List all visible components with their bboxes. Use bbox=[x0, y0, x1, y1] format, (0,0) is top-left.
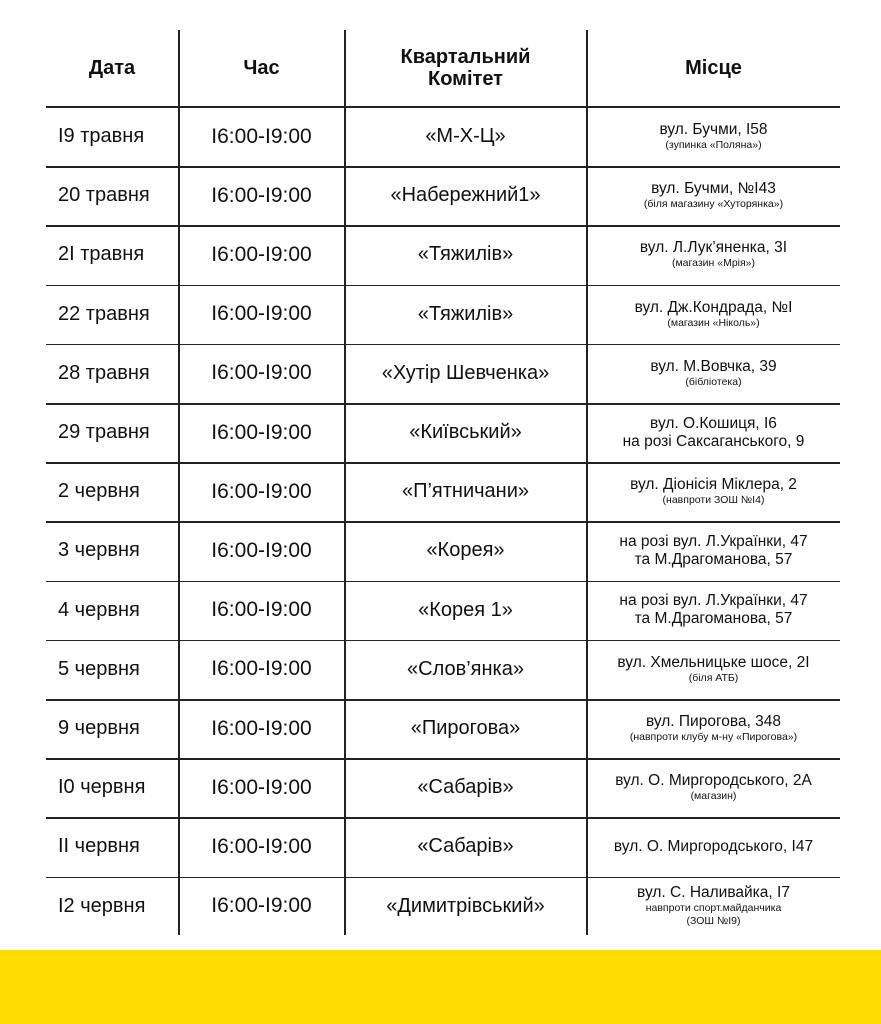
row-place bbox=[587, 344, 840, 403]
row-time: І6:00-І9:00 bbox=[211, 598, 312, 622]
place-address: вул. Хмельницьке шосе, 2І bbox=[617, 653, 810, 671]
row-committee: «Слов’янка» bbox=[407, 657, 524, 680]
row-committee: «Київський» bbox=[409, 421, 522, 444]
row-time: І6:00-І9:00 bbox=[211, 716, 312, 740]
place-address: вул. С. Наливайка, І7 bbox=[637, 884, 790, 902]
row-time: І6:00-І9:00 bbox=[211, 302, 312, 326]
place-address: вул. Дж.Кондрада, №І bbox=[634, 298, 793, 316]
row-place bbox=[587, 877, 840, 936]
row-time: І6:00-І9:00 bbox=[211, 834, 312, 858]
row-time: І6:00-І9:00 bbox=[211, 124, 312, 148]
row-place bbox=[587, 107, 840, 166]
place-address: вул. Бучми, №І43 bbox=[651, 180, 776, 198]
row-committee: «Корея» bbox=[426, 539, 505, 562]
row-committee: «Димитрівський» bbox=[386, 894, 545, 917]
row-time: І6:00-І9:00 bbox=[211, 420, 312, 444]
place-address: на розі вул. Л.Українки, 47 та М.Драгоманова, 57 bbox=[619, 592, 808, 628]
row-date: 29 травня bbox=[58, 421, 150, 444]
place-address: вул. О.Кошиця, І6 на розі Саксаганського, 9 bbox=[622, 414, 805, 450]
row-place bbox=[587, 640, 840, 699]
place-note: (біля магазину «Хуторянка») bbox=[643, 198, 784, 211]
place-note: (навпроти клубу м-ну «Пирогова») bbox=[629, 731, 798, 744]
row-committee: «М-Х-Ц» bbox=[425, 125, 506, 148]
row-place bbox=[587, 403, 840, 462]
row-date: 28 травня bbox=[58, 361, 150, 384]
place-address: вул. О. Миргородського, 2А bbox=[615, 772, 812, 790]
row-date: І0 червня bbox=[58, 776, 146, 799]
schedule-table bbox=[46, 30, 840, 935]
place-address: вул. М.Вовчка, 39 bbox=[650, 357, 777, 375]
place-note: (біля АТБ) bbox=[688, 671, 739, 684]
row-place bbox=[587, 462, 840, 521]
row-place bbox=[587, 225, 840, 284]
place-note: навпроти спорт.майданчика (ЗОШ №І9) bbox=[645, 902, 782, 928]
header-place: Місце bbox=[685, 57, 742, 79]
row-place bbox=[587, 817, 840, 876]
row-committee: «Пирогова» bbox=[410, 717, 521, 740]
row-date: 22 травня bbox=[58, 302, 150, 325]
row-date: 9 червня bbox=[58, 717, 140, 740]
row-place bbox=[587, 166, 840, 225]
row-date: І2 червня bbox=[58, 894, 146, 917]
place-address: вул. Діонісія Міклера, 2 bbox=[630, 476, 797, 494]
row-time: І6:00-І9:00 bbox=[211, 361, 312, 385]
row-committee: «Сабарів» bbox=[417, 835, 514, 858]
place-note: (магазин «Мрія») bbox=[671, 257, 756, 270]
row-place bbox=[587, 285, 840, 344]
row-date: ІІ червня bbox=[58, 835, 140, 858]
row-time: І6:00-І9:00 bbox=[211, 183, 312, 207]
row-place bbox=[587, 581, 840, 640]
row-date: 5 червня bbox=[58, 657, 140, 680]
row-date: 20 травня bbox=[58, 184, 150, 207]
row-place bbox=[587, 521, 840, 580]
yellow-footer-band bbox=[0, 950, 881, 1024]
row-time: І6:00-І9:00 bbox=[211, 242, 312, 266]
header-date: Дата bbox=[88, 57, 136, 79]
place-note: (бібліотека) bbox=[685, 375, 742, 388]
place-address: вул. О. Миргородського, І47 bbox=[613, 837, 814, 855]
row-place bbox=[587, 758, 840, 817]
row-time: І6:00-І9:00 bbox=[211, 775, 312, 799]
place-note: (навпроти ЗОШ №І4) bbox=[662, 494, 765, 507]
place-note: (зупинка «Поляна») bbox=[665, 139, 762, 152]
row-time: І6:00-І9:00 bbox=[211, 479, 312, 503]
row-committee: «Набережний1» bbox=[390, 184, 541, 207]
place-note: (магазин «Ніколь») bbox=[667, 316, 760, 329]
place-note: (магазин) bbox=[690, 790, 737, 803]
row-date: І9 травня bbox=[58, 125, 145, 148]
row-date: 2І травня bbox=[58, 243, 145, 266]
row-time: І6:00-І9:00 bbox=[211, 657, 312, 681]
row-committee: «Сабарів» bbox=[417, 776, 514, 799]
row-place bbox=[587, 699, 840, 758]
row-time: І6:00-І9:00 bbox=[211, 894, 312, 918]
place-address: вул. Бучми, І58 bbox=[659, 121, 768, 139]
row-date: 3 червня bbox=[58, 539, 140, 562]
row-committee: «Тяжилів» bbox=[417, 302, 514, 325]
row-time: І6:00-І9:00 bbox=[211, 538, 312, 562]
place-address: на розі вул. Л.Українки, 47 та М.Драгоманова, 57 bbox=[619, 532, 808, 568]
place-address: вул. Пирогова, 348 bbox=[645, 713, 782, 731]
row-committee: «Хутір Шевченка» bbox=[381, 361, 550, 384]
row-date: 4 червня bbox=[58, 598, 140, 621]
header-time: Час bbox=[243, 57, 280, 79]
place-address: вул. Л.Лук’яненка, 3І bbox=[639, 239, 788, 257]
row-committee: «П’ятничани» bbox=[401, 480, 530, 503]
row-date: 2 червня bbox=[58, 480, 140, 503]
header-committee: Квартальний Комітет bbox=[400, 46, 531, 90]
row-committee: «Тяжилів» bbox=[417, 243, 514, 266]
row-committee: «Корея 1» bbox=[418, 598, 513, 621]
